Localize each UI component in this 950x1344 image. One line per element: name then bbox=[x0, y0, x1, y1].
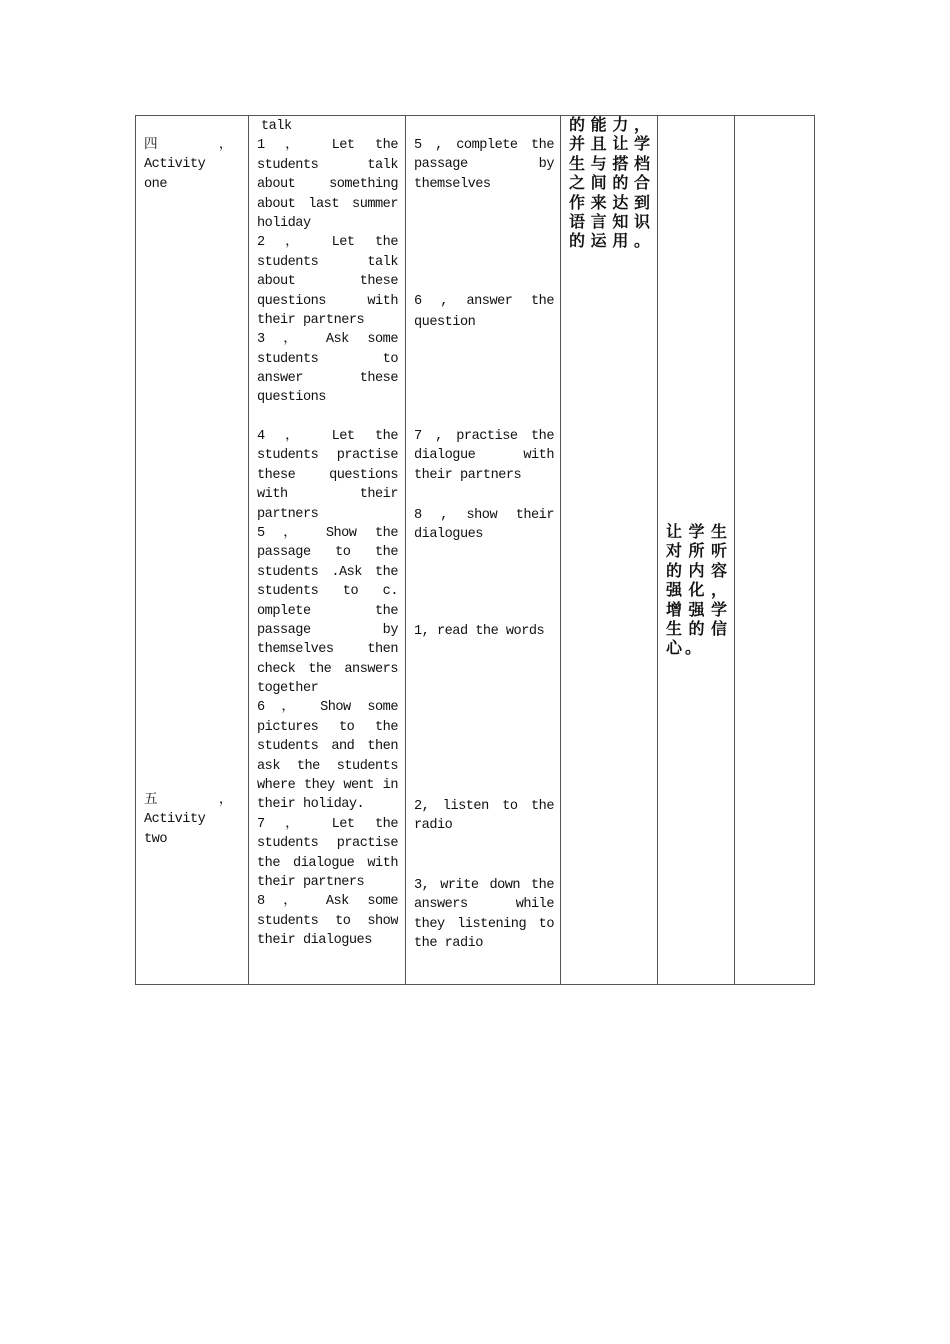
text-line: 3, write down the bbox=[414, 878, 554, 893]
student-activities-cell-text bbox=[414, 506, 554, 545]
text-line: 的运用。 bbox=[569, 231, 653, 251]
text-line: 语言知识 bbox=[569, 211, 653, 231]
text-line: 并且让学 bbox=[569, 134, 653, 154]
text-line: ask the students bbox=[257, 758, 398, 774]
text-line: 4 ， Let the bbox=[257, 429, 398, 444]
text-line: 的能力， bbox=[569, 115, 653, 134]
text-line: two bbox=[144, 831, 167, 847]
text-line: their partners bbox=[257, 874, 365, 890]
text-line: the radio bbox=[414, 936, 483, 952]
text-line: radio bbox=[414, 818, 453, 834]
text-line: together bbox=[257, 681, 319, 697]
student-activities-cell-text bbox=[414, 427, 554, 485]
text-line: 作来达到 bbox=[569, 192, 653, 212]
text-line: their holiday. bbox=[257, 797, 365, 813]
text-line: students talk bbox=[257, 254, 398, 270]
student-activities-cell-text bbox=[414, 136, 554, 194]
text-line: 5 , complete the bbox=[414, 138, 554, 153]
stage-column-cell-text bbox=[144, 791, 232, 849]
text-line: holiday bbox=[257, 215, 311, 231]
teacher-activities-cell-text bbox=[257, 427, 398, 951]
text-line: students practise bbox=[257, 448, 398, 464]
text-line: 的内容 bbox=[666, 560, 730, 580]
purpose-column-2-cell-text bbox=[666, 522, 730, 658]
text-line: one bbox=[144, 176, 167, 192]
text-line: themselves then bbox=[257, 642, 398, 658]
text-line: they listening to bbox=[414, 916, 554, 932]
text-line: omplete the bbox=[257, 603, 398, 619]
purpose-column-cell-text bbox=[569, 115, 653, 251]
text-line: about these bbox=[257, 274, 398, 290]
column-divider bbox=[734, 115, 735, 985]
text-line: 8 , show their bbox=[414, 508, 554, 523]
text-line: students and then bbox=[257, 739, 398, 755]
text-line: check the answers bbox=[257, 661, 398, 677]
text-line: students practise bbox=[257, 836, 398, 852]
text-line: 6 ， Show some bbox=[257, 700, 398, 716]
text-line: about last summer bbox=[257, 196, 398, 212]
student-activities-cell-text bbox=[414, 876, 554, 954]
text-line: 7 ， Let the bbox=[257, 816, 398, 832]
column-divider bbox=[657, 115, 658, 985]
text-line: dialogues bbox=[414, 527, 483, 543]
text-line: 1, read the words bbox=[414, 624, 545, 639]
text-line: 四 ， bbox=[144, 138, 232, 153]
student-activities-cell-text bbox=[414, 797, 554, 836]
text-line: 3 ， Ask some bbox=[257, 332, 398, 348]
column-divider bbox=[405, 115, 406, 985]
text-line: answers while bbox=[414, 897, 554, 913]
text-line: question bbox=[414, 315, 476, 330]
text-line: 强化， bbox=[666, 580, 730, 600]
text-line: where they went in bbox=[257, 778, 398, 794]
text-line: 让学生 bbox=[666, 522, 730, 541]
text-line: answer these bbox=[257, 371, 398, 387]
text-line: their partners bbox=[257, 312, 365, 328]
text-line: partners bbox=[257, 506, 319, 522]
student-activities-cell-text bbox=[414, 622, 554, 641]
text-line: questions bbox=[257, 390, 326, 406]
text-line: students to c. bbox=[257, 584, 398, 600]
text-line: 2, listen to the bbox=[414, 799, 554, 814]
text-line: 五 ， bbox=[144, 793, 232, 808]
text-line: dialogue with bbox=[414, 448, 554, 464]
text-line: students .Ask the bbox=[257, 564, 398, 580]
text-line: 生的信 bbox=[666, 618, 730, 638]
text-line: questions with bbox=[257, 293, 398, 309]
text-line: 增强学 bbox=[666, 599, 730, 619]
text-line: 对所听 bbox=[666, 541, 730, 561]
text-line: 心。 bbox=[666, 638, 705, 658]
text-line: students to show bbox=[257, 913, 398, 929]
text-line: their dialogues bbox=[257, 933, 372, 949]
text-line: Activity bbox=[144, 812, 206, 828]
text-line: 之间的合 bbox=[569, 173, 653, 193]
text-line: about something bbox=[257, 177, 398, 193]
column-divider bbox=[248, 115, 249, 985]
text-line: 5 ， Show the bbox=[257, 525, 398, 541]
text-line: with their bbox=[257, 487, 398, 503]
stage-column-cell-text bbox=[144, 136, 232, 194]
text-line: passage by bbox=[414, 157, 554, 173]
text-line: students to bbox=[257, 351, 398, 367]
text-line: talk bbox=[261, 119, 292, 134]
text-line: themselves bbox=[414, 176, 491, 192]
text-line: 7 , practise the bbox=[414, 429, 554, 444]
text-line: 6 , answer the bbox=[414, 294, 554, 309]
student-activities-cell-text bbox=[414, 291, 554, 333]
text-line: Activity bbox=[144, 157, 206, 173]
text-line: 1 ， Let the bbox=[257, 138, 398, 154]
text-line: 2 ， Let the bbox=[257, 235, 398, 251]
text-line: 生与搭档 bbox=[569, 153, 653, 173]
text-line: passage to the bbox=[257, 545, 398, 561]
text-line: their partners bbox=[414, 467, 522, 483]
text-line: passage by bbox=[257, 622, 398, 638]
text-line: 8 ， Ask some bbox=[257, 894, 398, 910]
column-divider bbox=[560, 115, 561, 985]
text-line: pictures to the bbox=[257, 719, 398, 735]
text-line: students talk bbox=[257, 157, 398, 173]
text-line: the dialogue with bbox=[257, 855, 398, 871]
text-line: these questions bbox=[257, 467, 398, 483]
teacher-activities-cell-text bbox=[257, 117, 398, 408]
